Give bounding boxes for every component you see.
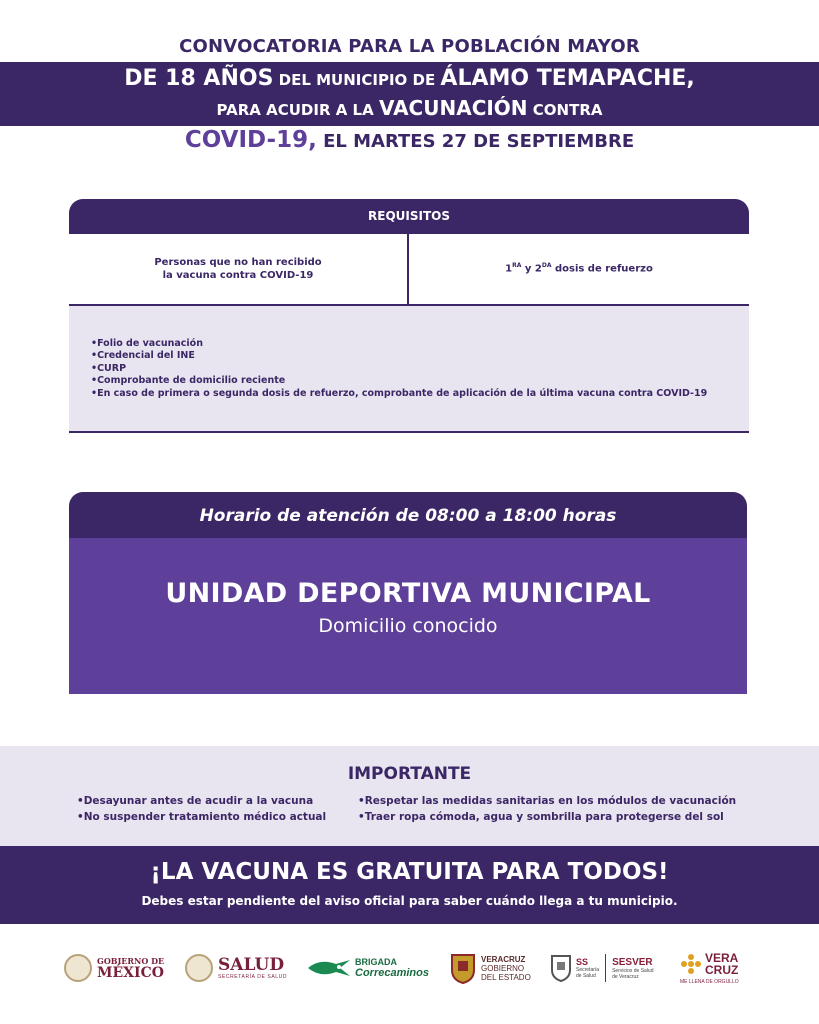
logo-gob-text2: MÉXICO: [97, 965, 164, 981]
list-item: • Respetar las medidas sanitarias en los módulos de vacunación: [358, 793, 736, 809]
list-item: • Comprobante de domicilio reciente: [91, 375, 749, 387]
logo-veracruz-text3: DEL ESTADO: [481, 972, 531, 982]
logo-veracruz-text1: VERACRUZ: [481, 954, 526, 964]
importante-list-left: [77, 793, 326, 825]
list-item: • Traer ropa cómoda, agua y sombrilla para protegerse del sol: [358, 809, 736, 825]
list-item: • Credencial del INE: [91, 350, 749, 362]
logos-row: [0, 946, 819, 990]
col2-first: 1: [505, 263, 513, 275]
col2-label: dosis de refuerzo: [551, 263, 653, 275]
ss-shield-icon: [550, 954, 572, 982]
importante-section: [0, 746, 819, 846]
list-item: • En caso de primera o segunda dosis de refuerzo, comprobante de aplicación de la última vacuna contra COVID-19: [91, 388, 749, 400]
title-vacunacion: VACUNACIÓN: [378, 96, 528, 120]
logo-veracruz-orgullo: [680, 946, 739, 990]
title-line-2: [0, 66, 819, 91]
logo-gob-text1: GOBIERNO DE: [97, 956, 165, 966]
eagle-seal-icon: [64, 954, 92, 982]
logo-veracruz-text2: GOBIERNO: [481, 963, 525, 973]
requisitos-columns: [69, 234, 749, 306]
logo-salud: [185, 946, 287, 990]
requisitos-col-refuerzo: [409, 234, 749, 304]
veracruz-shield-icon: [450, 952, 476, 984]
flower-icon: [680, 953, 702, 975]
sede-name: UNIDAD DEPORTIVA MUNICIPAL: [165, 578, 651, 609]
logo-ss-text: SS: [576, 957, 589, 967]
col1-line2: la vacuna contra COVID-19: [162, 270, 314, 281]
gratuita-banner: [0, 846, 819, 924]
importante-list-right: [358, 793, 736, 825]
logo-vera-text2: CRUZ: [705, 962, 739, 977]
logo-sesver-sub2: de Veracruz: [612, 973, 639, 980]
logo-veracruz-gobierno: [450, 946, 531, 990]
list-item: • CURP: [91, 363, 749, 375]
sede-panel: [69, 538, 747, 694]
logo-divider: [605, 954, 606, 982]
logo-gobierno-mexico: [64, 946, 164, 990]
logo-ss-sub2: de Salud: [576, 973, 596, 979]
title-age: DE 18 AÑOS: [124, 66, 274, 91]
title-acudir: PARA ACUDIR A LA: [216, 101, 379, 119]
title-line-1: CONVOCATORIA PARA LA POBLACIÓN MAYOR: [179, 36, 640, 57]
title-covid: COVID-19,: [184, 127, 317, 153]
col1-line1: Personas que no han recibido: [154, 256, 322, 268]
logo-brigada-text1: BRIGADA: [355, 957, 397, 967]
title-date: EL MARTES 27 DE SEPTIEMBRE: [316, 131, 635, 152]
horario-title: Horario de atención de 08:00 a 18:00 horas: [69, 492, 747, 538]
title-band: [0, 62, 819, 126]
title-line-3: [0, 96, 819, 120]
logo-salud-text: SALUD: [218, 955, 285, 975]
title-line-4: [0, 127, 819, 153]
title-municipio-prefix: DEL MUNICIPIO DE: [273, 71, 441, 89]
logo-ss-sesver: [550, 946, 654, 990]
col2-sup-ra: RA: [512, 262, 522, 270]
title-municipio: ÁLAMO TEMAPACHE,: [440, 66, 695, 91]
gratuita-subtitle: Debes estar pendiente del aviso oficial para saber cuándo llega a tu municipio.: [141, 894, 678, 908]
list-item: • Desayunar antes de acudir a la vacuna: [77, 793, 326, 809]
logo-vera-text1: VERA: [705, 950, 739, 965]
requisitos-title: REQUISITOS: [69, 199, 749, 234]
col2-sup-da: DA: [541, 262, 552, 270]
sede-address: Domicilio conocido: [318, 615, 498, 637]
title-contra: CONTRA: [527, 101, 603, 119]
logo-brigada-correcaminos: [306, 946, 429, 990]
list-item: • No suspender tratamiento médico actual: [77, 809, 326, 825]
eagle-seal-icon: [185, 954, 213, 982]
roadrunner-icon: [306, 956, 352, 980]
logo-sesver-sub1: Servicios de Salud: [612, 967, 654, 974]
col2-second: y 2: [521, 263, 542, 275]
logo-sesver-text: SESVER: [612, 956, 653, 968]
logo-vera-sub: ME LLENA DE ORGULLO: [680, 978, 739, 985]
requisitos-col-sin-vacuna: [69, 234, 409, 304]
importante-title: IMPORTANTE: [347, 764, 472, 784]
horario-card: [69, 492, 747, 694]
logo-brigada-text2: Correcaminos: [355, 967, 429, 979]
requisitos-list: [69, 306, 749, 433]
list-item: • Folio de vacunación: [91, 338, 749, 350]
logo-salud-sub: SECRETARÍA DE SALUD: [218, 974, 288, 980]
gratuita-title: ¡LA VACUNA ES GRATUITA PARA TODOS!: [150, 859, 669, 885]
requisitos-table: [69, 199, 749, 433]
logo-ss-sub1: Secretaría: [576, 967, 600, 973]
